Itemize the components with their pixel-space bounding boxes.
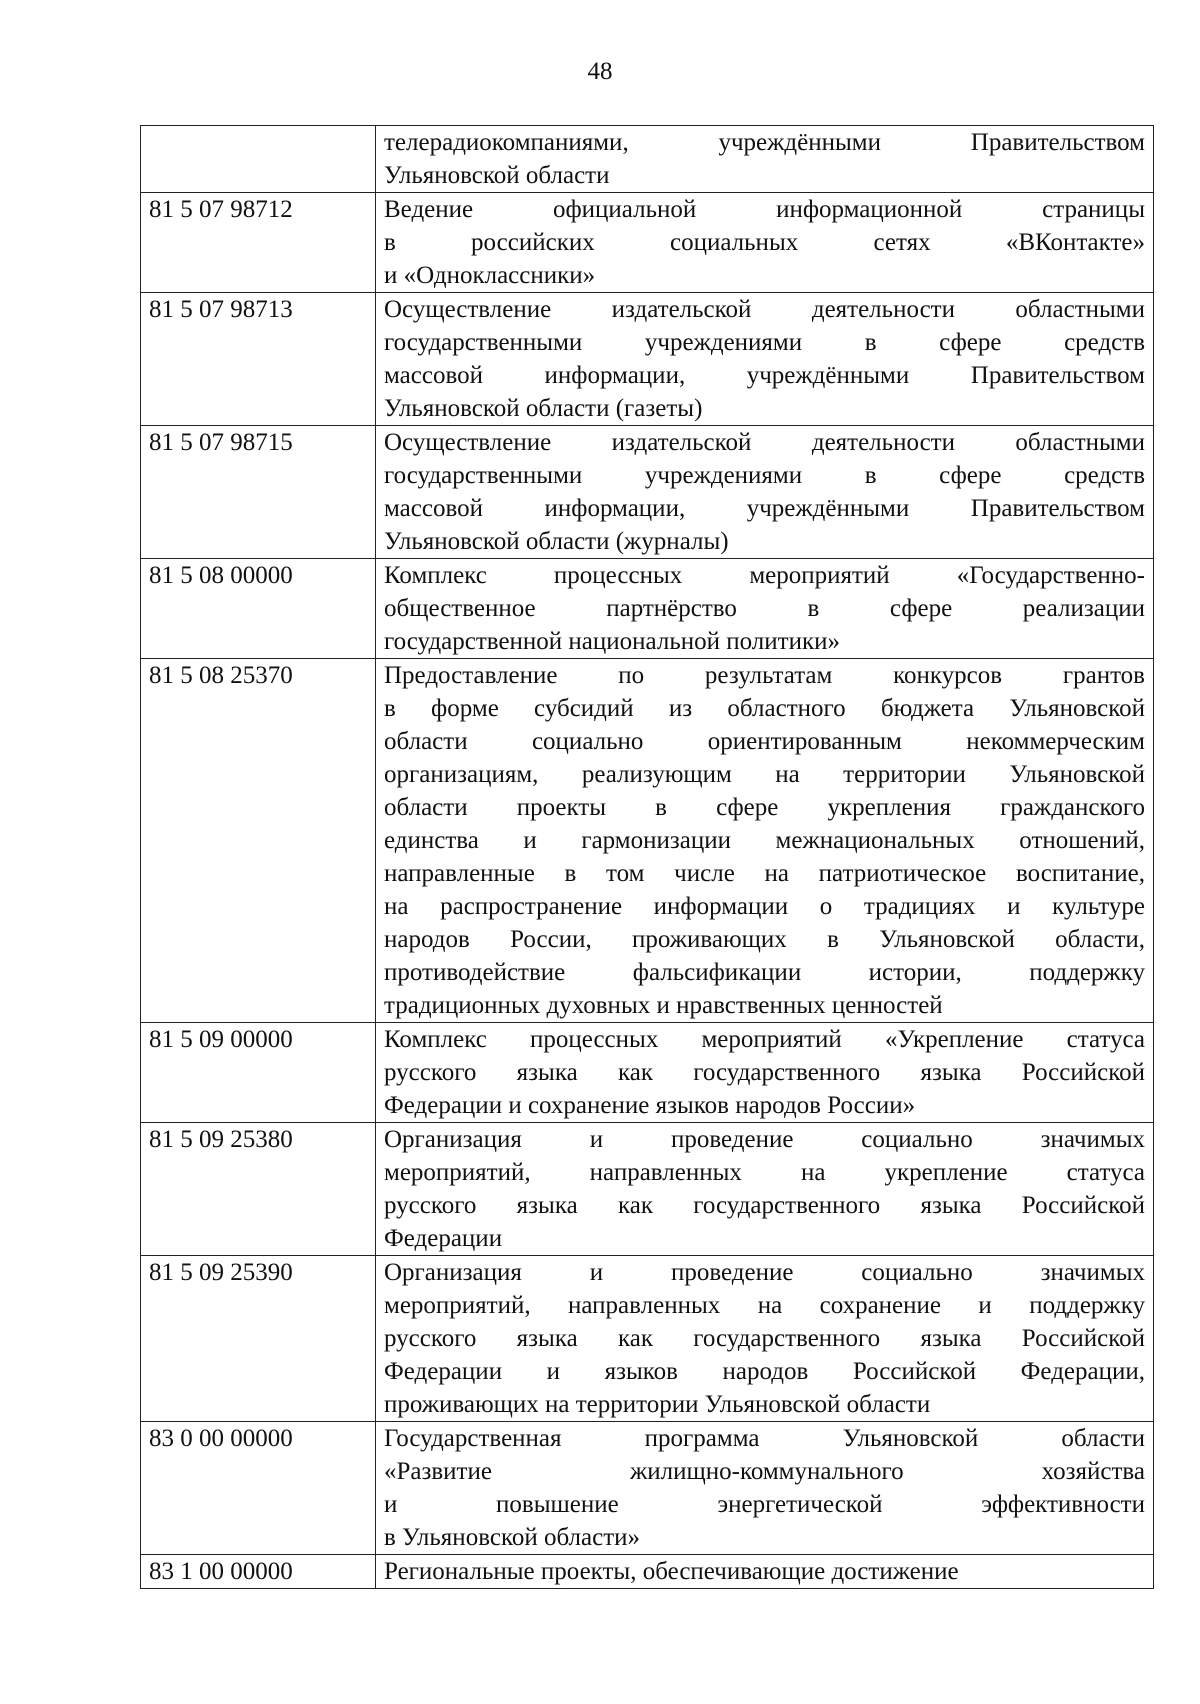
description-line: государственной национальной политики»	[384, 628, 840, 655]
row-code: 83 1 00 00000	[141, 1555, 376, 1589]
description-line: области социально ориентированным некоммерческим	[384, 728, 1145, 755]
description-line: Ульяновской области (журналы)	[384, 528, 729, 555]
description-line: единства и гармонизации межнациональных отношений,	[384, 827, 1145, 854]
row-code: 81 5 08 25370	[141, 659, 376, 1023]
description-line: в форме субсидий из областного бюджета Ульяновской	[384, 695, 1145, 722]
description-line: направленные в том числе на патриотическое воспитание,	[384, 860, 1145, 887]
description-line: Осуществление издательской деятельности областными	[384, 296, 1145, 323]
row-code: 83 0 00 00000	[141, 1422, 376, 1555]
row-description	[376, 1555, 1154, 1589]
description-line: Комплекс процессных мероприятий «Укрепление статуса	[384, 1026, 1145, 1053]
row-code: 81 5 08 00000	[141, 559, 376, 659]
description-line: Государственная программа Ульяновской области	[384, 1425, 1145, 1452]
description-line: народов России, проживающих в Ульяновской области,	[384, 926, 1145, 953]
description-line: организациям, реализующим на территории Ульяновской	[384, 761, 1145, 788]
table-row	[141, 126, 1154, 193]
table-row	[141, 193, 1154, 293]
table-row	[141, 1555, 1154, 1589]
row-code: 81 5 09 25380	[141, 1123, 376, 1256]
row-code: 81 5 09 25390	[141, 1256, 376, 1422]
description-line: и «Одноклассники»	[384, 262, 596, 289]
description-line: проживающих на территории Ульяновской области	[384, 1391, 931, 1418]
description-line: государственными учреждениями в сфере средств	[384, 329, 1145, 356]
description-line: противодействие фальсификации истории, поддержку	[384, 959, 1145, 986]
description-line: Федерации	[384, 1225, 503, 1252]
description-line: государственными учреждениями в сфере средств	[384, 462, 1145, 489]
row-description	[376, 1123, 1154, 1256]
row-description	[376, 426, 1154, 559]
description-line: в Ульяновской области»	[384, 1524, 641, 1551]
description-line: Ульяновской области (газеты)	[384, 395, 703, 422]
description-line: в российских социальных сетях «ВКонтакте»	[384, 229, 1145, 256]
description-line: Федерации и языков народов Российской Федерации,	[384, 1358, 1145, 1385]
table-row	[141, 1023, 1154, 1123]
row-description	[376, 1023, 1154, 1123]
table-row	[141, 659, 1154, 1023]
description-line: телерадиокомпаниями, учреждёнными Правительством	[384, 129, 1145, 156]
row-code: 81 5 09 00000	[141, 1023, 376, 1123]
row-description	[376, 126, 1154, 193]
table-row	[141, 1256, 1154, 1422]
description-line: «Развитие жилищно-коммунального хозяйства	[384, 1458, 1145, 1485]
table-row	[141, 293, 1154, 426]
table-row	[141, 426, 1154, 559]
description-line: общественное партнёрство в сфере реализации	[384, 595, 1145, 622]
description-line: мероприятий, направленных на сохранение и поддержку	[384, 1292, 1145, 1319]
row-description	[376, 193, 1154, 293]
row-description	[376, 293, 1154, 426]
row-code	[141, 126, 376, 193]
description-line: русского языка как государственного языка Российской	[384, 1325, 1145, 1352]
description-line: Ведение официальной информационной страницы	[384, 196, 1145, 223]
description-line: Региональные проекты, обеспечивающие достижение	[384, 1558, 959, 1585]
row-description	[376, 1422, 1154, 1555]
description-line: Федерации и сохранение языков народов России»	[384, 1092, 916, 1119]
row-description	[376, 559, 1154, 659]
row-code: 81 5 07 98715	[141, 426, 376, 559]
description-line: русского языка как государственного языка Российской	[384, 1059, 1145, 1086]
description-line: Ульяновской области	[384, 162, 610, 189]
page-number: 48	[587, 58, 613, 85]
table-row	[141, 1422, 1154, 1555]
description-line: традиционных духовных и нравственных ценностей	[384, 992, 943, 1019]
description-line: и повышение энергетической эффективности	[384, 1491, 1145, 1518]
description-line: массовой информации, учреждёнными Правительством	[384, 495, 1145, 522]
description-line: массовой информации, учреждёнными Правительством	[384, 362, 1145, 389]
description-line: Организация и проведение социально значимых	[384, 1259, 1145, 1286]
row-description	[376, 1256, 1154, 1422]
row-code: 81 5 07 98713	[141, 293, 376, 426]
row-code: 81 5 07 98712	[141, 193, 376, 293]
description-line: области проекты в сфере укрепления гражданского	[384, 794, 1145, 821]
description-line: Осуществление издательской деятельности областными	[384, 429, 1145, 456]
table-row	[141, 559, 1154, 659]
row-description	[376, 659, 1154, 1023]
description-line: Предоставление по результатам конкурсов грантов	[384, 662, 1145, 689]
description-line: мероприятий, направленных на укрепление статуса	[384, 1159, 1145, 1186]
description-line: Организация и проведение социально значимых	[384, 1126, 1145, 1153]
description-line: на распространение информации о традициях и культуре	[384, 893, 1145, 920]
description-line: русского языка как государственного языка Российской	[384, 1192, 1145, 1219]
budget-codes-table	[140, 125, 1154, 1589]
description-line: Комплекс процессных мероприятий «Государственно-	[384, 562, 1145, 589]
table-row	[141, 1123, 1154, 1256]
table-body	[141, 126, 1154, 1589]
